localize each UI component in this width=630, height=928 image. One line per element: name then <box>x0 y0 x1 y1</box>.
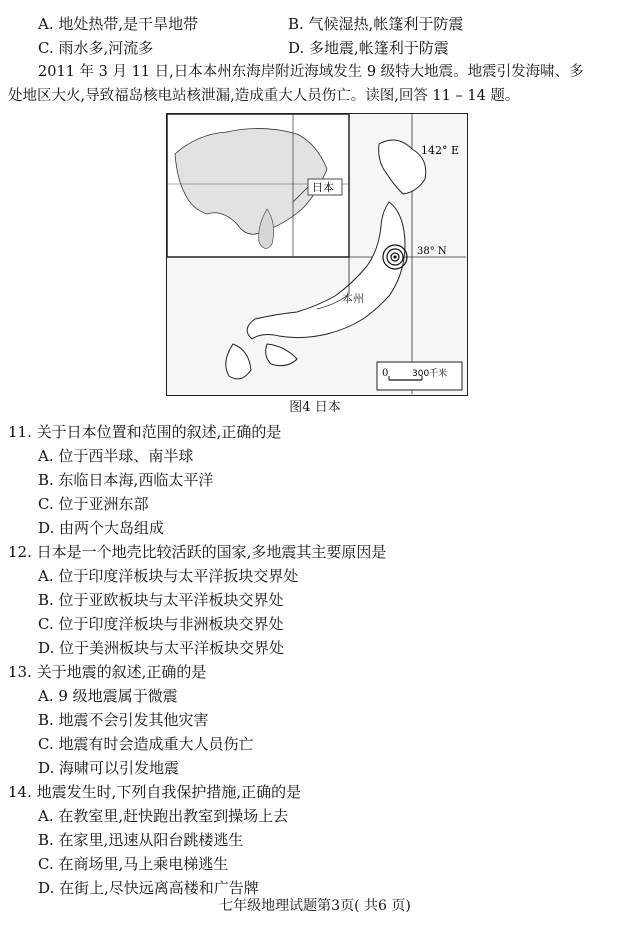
scale-zero: 0 <box>382 368 389 379</box>
intro-line-2: 处地区大火,导致福岛核电站核泄漏,造成重大人员伤亡。读图,回答 11 – 14 题。 <box>8 88 520 104</box>
question-12-option-b: B. 位于亚欧板块与太平洋板块交界处 <box>38 591 284 609</box>
honshu-label: 本州 <box>342 292 364 305</box>
lon-label: 142° E <box>421 144 460 157</box>
epicenter-marker <box>383 245 407 269</box>
lat-label: 38° N <box>417 246 447 257</box>
question-13-option-d: D. 海啸可以引发地震 <box>38 759 180 777</box>
question-14-option-a: A. 在教室里,赶快跑出教室到操场上去 <box>38 807 289 825</box>
question-13-stem: 13. 关于地震的叙述,正确的是 <box>8 663 207 681</box>
kyushu-island <box>226 344 251 379</box>
figure-caption: 图4 日本 <box>289 400 341 415</box>
question-11-option-c: C. 位于亚洲东部 <box>38 495 149 513</box>
shikoku-island <box>266 344 297 366</box>
map-drawing <box>167 114 466 394</box>
inset-japan-label: 日本 <box>312 181 334 194</box>
question-13-option-b: B. 地震不会引发其他灾害 <box>38 711 209 729</box>
option-b-prev: B. 气候湿热,帐篷利于防震 <box>288 15 464 33</box>
question-11-option-a: A. 位于西半球、南半球 <box>38 447 194 465</box>
question-13-option-c: C. 地震有时会造成重大人员伤亡 <box>38 735 254 753</box>
option-c-prev: C. 雨水多,河流多 <box>38 39 154 57</box>
question-12-option-a: A. 位于印度洋板块与太平洋扳块交界处 <box>38 567 299 585</box>
question-14-stem: 14. 地震发生时,下列自我保护措施,正确的是 <box>8 783 302 801</box>
question-11-stem: 11. 关于日本位置和范围的叙述,正确的是 <box>8 423 282 441</box>
question-11-option-b: B. 东临日本海,西临太平洋 <box>38 471 214 489</box>
question-12-stem: 12. 日本是一个地壳比较活跃的国家,多地震其主要原因是 <box>8 543 387 561</box>
option-a-prev: A. 地处热带,是干旱地带 <box>38 15 199 33</box>
question-12-option-c: C. 位于印度洋板块与非洲板块交界处 <box>38 615 284 633</box>
question-12-option-d: D. 位于美洲板块与太平洋板块交界处 <box>38 639 285 657</box>
question-14-option-c: C. 在商场里,马上乘电梯逃生 <box>38 855 229 873</box>
question-11-option-d: D. 由两个大岛组成 <box>38 519 165 537</box>
japan-map <box>166 113 468 396</box>
hokkaido-island <box>379 140 426 194</box>
scale-label: 300千米 <box>412 369 448 379</box>
question-13-option-a: A. 9 级地震属于微震 <box>38 687 178 705</box>
intro-line-1: 2011 年 3 月 11 日,日本本州东海岸附近海域发生 9 级特大地震。地震引发海啸、多 <box>38 64 584 80</box>
question-14-option-d: D. 在街上,尽快远离高楼和广告牌 <box>38 879 259 897</box>
question-14-option-b: B. 在家里,迅速从阳台跳楼逃生 <box>38 831 244 849</box>
option-d-prev: D. 多地震,帐篷利于防震 <box>288 39 449 57</box>
page-footer: 七年级地理试题第3页( 共6 页) <box>219 898 411 914</box>
